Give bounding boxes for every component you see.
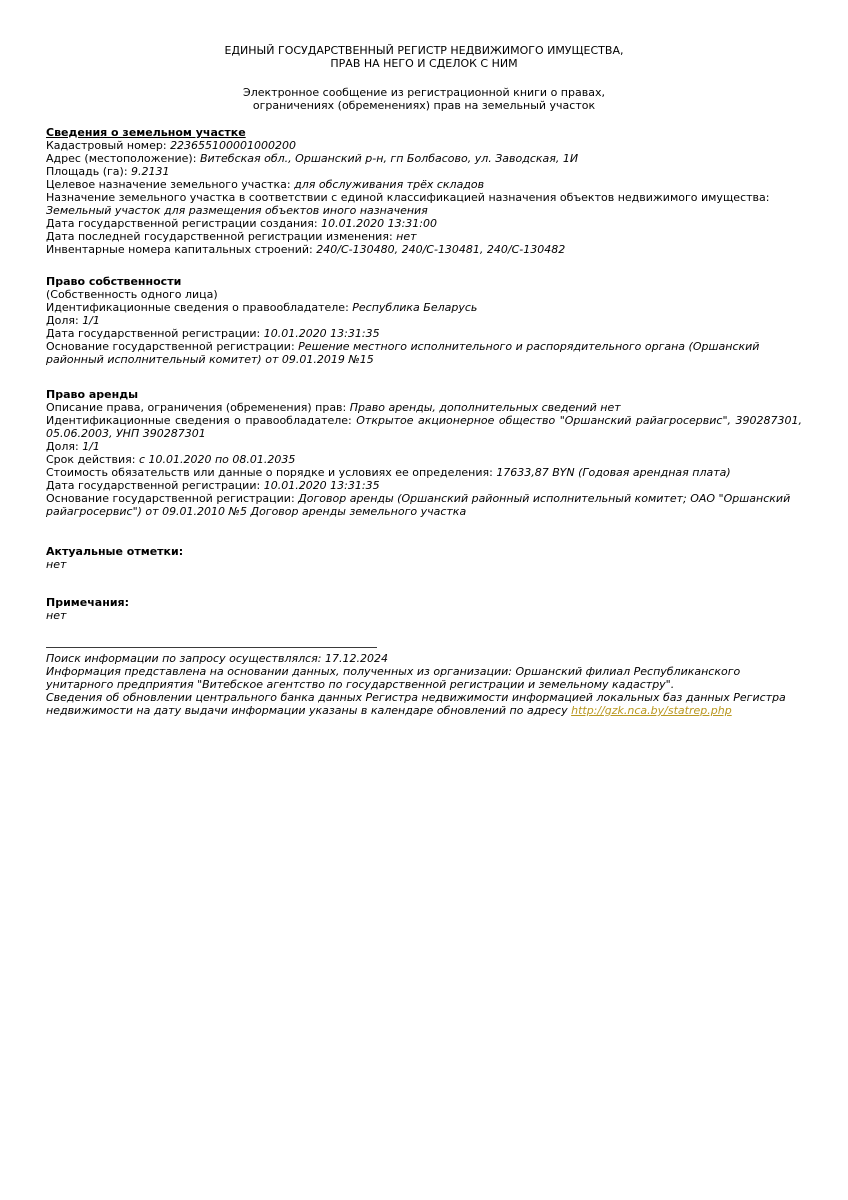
field-purpose xyxy=(46,178,802,191)
document-subtitle-line2: ограничениях (обременениях) прав на земельный участок xyxy=(252,99,596,112)
field-value: Право аренды, дополнительных сведений нет xyxy=(349,401,621,414)
field-value: 10.01.2020 13:31:35 xyxy=(263,327,380,340)
field-value: для обслуживания трёх складов xyxy=(294,178,485,191)
field-label: Идентификационные сведения о правообладателе: xyxy=(46,414,352,427)
section-land-plot-heading: Сведения о земельном участке xyxy=(46,126,246,139)
field-cadastral-number xyxy=(46,139,802,152)
footer-update-info xyxy=(46,691,802,717)
field-value: 240/C-130480, 240/C-130481, 240/C-130482 xyxy=(316,243,566,256)
field-registration-basis xyxy=(46,340,802,366)
field-label: Площадь (га): xyxy=(46,165,128,178)
field-registration-basis xyxy=(46,492,802,518)
field-validity-period xyxy=(46,453,802,466)
field-label: Срок действия: xyxy=(46,453,136,466)
section-lease xyxy=(46,388,802,518)
field-share xyxy=(46,314,802,327)
field-label: Доля: xyxy=(46,440,79,453)
field-share xyxy=(46,440,802,453)
field-label: Инвентарные номера капитальных строений: xyxy=(46,243,313,256)
field-value: Открытое акционерное общество "Оршанский райагросервис", 390287301, 05.06.2003, УНП 390287301 xyxy=(46,414,802,440)
statrep-link[interactable]: http://gzk.nca.by/statrep.php xyxy=(571,704,732,717)
document-subtitle-line1: Электронное сообщение из регистрационной книги о правах, xyxy=(243,86,605,99)
field-value: 9.2131 xyxy=(131,165,170,178)
section-ownership xyxy=(46,275,802,366)
field-value: Решение местного исполнительного и распорядительного органа (Оршанский районный исполнительный комитет) от 09.01.2019 №15 xyxy=(46,340,760,366)
field-area xyxy=(46,165,802,178)
ownership-type-note: (Собственность одного лица) xyxy=(46,288,218,301)
field-label: Назначение земельного участка в соответствии с единой классификацией назначения объектов недвижимого имущества: xyxy=(46,191,770,204)
current-marks-value: нет xyxy=(46,558,67,571)
document-title-line2: ПРАВ НА НЕГО И СДЕЛОК С НИМ xyxy=(330,57,518,70)
document-subtitle xyxy=(46,86,802,112)
field-value: 10.01.2020 13:31:00 xyxy=(321,217,438,230)
field-label: Дата последней государственной регистрации изменения: xyxy=(46,230,393,243)
field-value: 1/1 xyxy=(82,314,100,327)
field-label: Дата государственной регистрации: xyxy=(46,327,261,340)
field-label: Целевое назначение земельного участка: xyxy=(46,178,291,191)
section-current-marks xyxy=(46,545,802,571)
field-label: Основание государственной регистрации: xyxy=(46,340,295,353)
field-value: Республика Беларусь xyxy=(352,301,478,314)
field-value: нет xyxy=(396,230,417,243)
section-lease-heading: Право аренды xyxy=(46,388,139,401)
field-value: 223655100001000200 xyxy=(170,139,297,152)
field-value: 1/1 xyxy=(82,440,100,453)
field-label: Доля: xyxy=(46,314,79,327)
field-label: Кадастровый номер: xyxy=(46,139,167,152)
notes-value: нет xyxy=(46,609,67,622)
field-address xyxy=(46,152,802,165)
section-current-marks-heading: Актуальные отметки: xyxy=(46,545,184,558)
field-obligation-cost xyxy=(46,466,802,479)
field-value: Земельный участок для размещения объектов иного назначения xyxy=(46,204,428,217)
field-value: Витебская обл., Оршанский р-н, гп Болбасово, ул. Заводская, 1И xyxy=(199,152,579,165)
field-value: Договор аренды (Оршанский районный исполнительный комитет; ОАО "Оршанский райагросервис") от 09.01.2010 №5 Договор аренды земельного участка xyxy=(46,492,791,518)
field-right-description xyxy=(46,401,802,414)
section-land-plot xyxy=(46,126,802,256)
field-registration-created-date xyxy=(46,217,802,230)
section-ownership-heading: Право собственности xyxy=(46,275,182,288)
field-rightholder xyxy=(46,301,802,314)
field-value: с 10.01.2020 по 08.01.2035 xyxy=(138,453,296,466)
section-notes-heading: Примечания: xyxy=(46,596,129,609)
field-registration-date xyxy=(46,479,802,492)
document-header xyxy=(46,44,802,70)
footer-update-text: Сведения об обновлении центрального банка данных Регистра недвижимости информацией локальных баз данных Регистра недвижимости на дату выдачи информации указаны в календаре обновлений по адресу xyxy=(46,691,786,717)
field-value: 10.01.2020 13:31:35 xyxy=(263,479,380,492)
footer-search-date: Поиск информации по запросу осуществлялся: 17.12.2024 xyxy=(46,652,388,665)
field-registration-date xyxy=(46,327,802,340)
field-label: Идентификационные сведения о правообладателе: xyxy=(46,301,349,314)
footer-data-source: Информация представлена на основании данных, полученных из организации: Оршанский филиал Республиканского унитарного предприятия "Витебское агентство по государственной регистрации и земельному кадастру". xyxy=(46,665,741,691)
field-registration-changed-date xyxy=(46,230,802,243)
field-label: Дата государственной регистрации: xyxy=(46,479,261,492)
document-title-line1: ЕДИНЫЙ ГОСУДАРСТВЕННЫЙ РЕГИСТР НЕДВИЖИМОГО ИМУЩЕСТВА, xyxy=(224,44,624,57)
field-label: Основание государственной регистрации: xyxy=(46,492,295,505)
field-rightholder xyxy=(46,414,802,440)
field-label: Описание права, ограничения (обременения) прав: xyxy=(46,401,347,414)
document-footer xyxy=(46,647,802,717)
field-inventory-numbers xyxy=(46,243,802,256)
field-value: 17633,87 BYN (Годовая арендная плата) xyxy=(496,466,731,479)
section-notes xyxy=(46,596,802,622)
field-label: Дата государственной регистрации создания: xyxy=(46,217,318,230)
field-classification-purpose xyxy=(46,191,802,217)
footer-divider-line xyxy=(46,647,377,648)
field-label: Стоимость обязательств или данные о порядке и условиях ее определения: xyxy=(46,466,493,479)
field-label: Адрес (местоположение): xyxy=(46,152,197,165)
